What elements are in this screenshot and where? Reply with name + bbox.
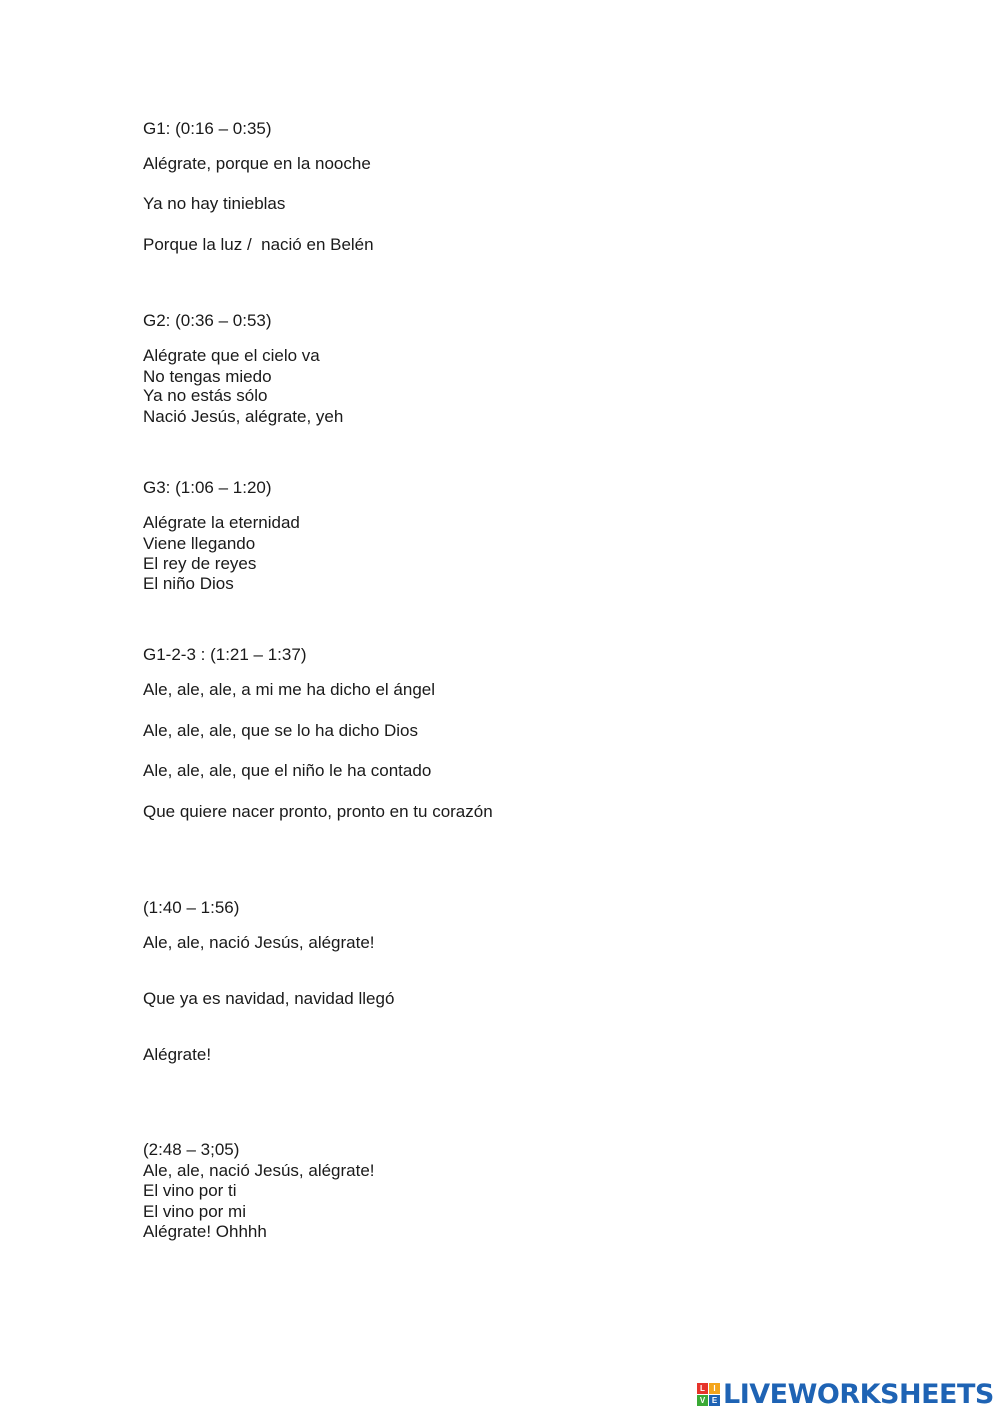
logo-letter: I [709,1383,720,1394]
brand-name: LIVEWORKSHEETS [723,1378,994,1410]
lyric-line: El vino por ti [143,1181,237,1200]
lyric-line: Porque la luz / nació en Belén [143,235,374,254]
lyric-line: Ale, ale, ale, que se lo ha dicho Dios [143,721,419,740]
lyric-line: El rey de reyes [143,554,257,573]
section-heading: G1: (0:16 – 0:35) [143,119,272,138]
lyric-line: El vino por mi [143,1202,246,1221]
lyric-line: Ale, ale, nació Jesús, alégrate! [143,933,375,952]
section-heading: G3: (1:06 – 1:20) [143,478,272,497]
lyric-line: Viene llegando [143,534,256,553]
lyric-line: Alégrate, porque en la nooche [143,154,371,173]
lyric-line: Alégrate! [143,1045,212,1064]
section-heading: (2:48 – 3;05) [143,1140,240,1159]
logo-icon [697,1383,720,1406]
logo-letter: V [697,1395,708,1406]
lyric-line: No tengas miedo [143,367,272,386]
lyric-line: Ale, ale, ale, a mi me ha dicho el ángel [143,680,436,699]
section-heading: G1-2-3 : (1:21 – 1:37) [143,645,307,664]
lyric-line: Ya no estás sólo [143,386,268,405]
lyric-line: Ale, ale, ale, que el niño le ha contado [143,761,432,780]
lyric-line: Ya no hay tinieblas [143,194,286,213]
liveworksheets-logo[interactable] [697,1378,994,1410]
section-heading: (1:40 – 1:56) [143,898,240,917]
lyric-line: Alégrate que el cielo va [143,346,320,365]
lyric-line: Nació Jesús, alégrate, yeh [143,407,344,426]
lyric-line: Que quiere nacer pronto, pronto en tu corazón [143,802,493,821]
logo-letter: L [697,1383,708,1394]
lyric-line: Alégrate! Ohhhh [143,1222,267,1241]
lyric-line: El niño Dios [143,574,234,593]
section-heading: G2: (0:36 – 0:53) [143,311,272,330]
lyric-line: Ale, ale, nació Jesús, alégrate! [143,1161,375,1180]
lyric-line: Que ya es navidad, navidad llegó [143,989,395,1008]
logo-letter: E [709,1395,720,1406]
lyric-line: Alégrate la eternidad [143,513,300,532]
